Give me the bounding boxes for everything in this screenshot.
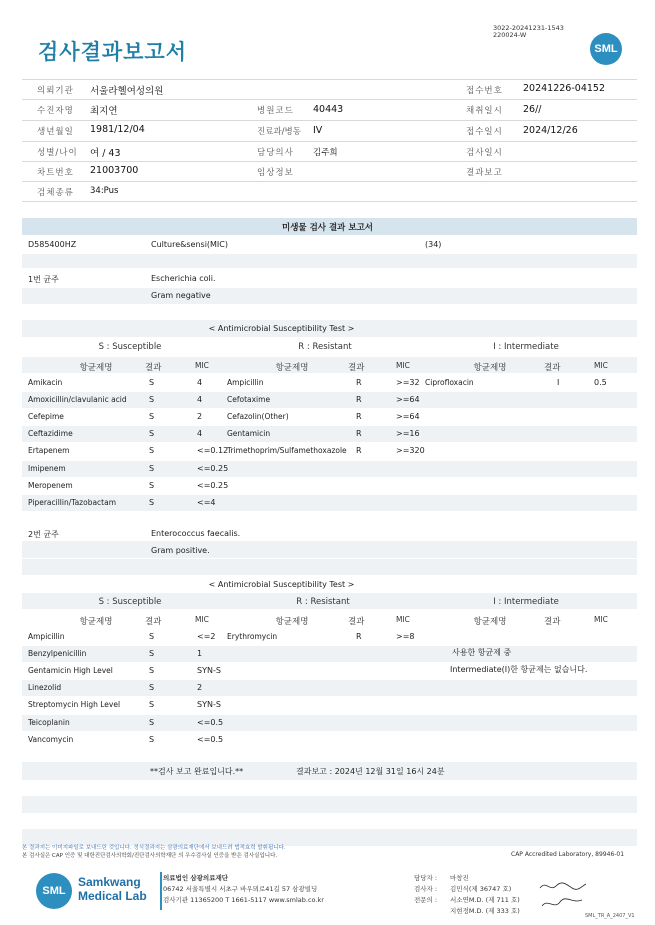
result-value: R bbox=[356, 446, 362, 456]
result-value: S bbox=[149, 734, 155, 744]
divider bbox=[22, 99, 637, 100]
drug-name: Gentamicin High Level bbox=[28, 666, 113, 676]
row-stripe bbox=[22, 680, 637, 696]
col-mic: MIC bbox=[195, 361, 209, 370]
divider bbox=[22, 161, 637, 162]
drug-name: Cefazolin(Other) bbox=[227, 412, 289, 422]
organism-2-s-title: S : Susceptible bbox=[98, 597, 162, 607]
col-mic: MIC bbox=[594, 361, 608, 370]
result-value: S bbox=[149, 497, 155, 507]
result-value: S bbox=[149, 717, 155, 727]
test-number: (34) bbox=[425, 240, 442, 249]
name-label: 수진자명 bbox=[37, 106, 74, 116]
result-value: S bbox=[149, 446, 155, 456]
mic-value: <=4 bbox=[197, 497, 216, 507]
ward-code-label: 병원코드 bbox=[257, 106, 294, 116]
mic-value: >=64 bbox=[396, 395, 420, 405]
mic-value: <=0.5 bbox=[197, 734, 224, 744]
divider bbox=[22, 141, 637, 142]
dept-value: IV bbox=[313, 125, 323, 136]
page-title: 검사결과보고서 bbox=[38, 40, 188, 64]
mic-value: 2 bbox=[197, 683, 203, 693]
dob-value: 1981/12/04 bbox=[90, 124, 145, 135]
col-result: 결과 bbox=[348, 363, 365, 373]
spacer-bar bbox=[22, 796, 637, 813]
org-address: 06742 서울특별시 서초구 바우뫼로41길 57 삼광빌딩 bbox=[163, 885, 318, 893]
collect-date-label: 채취일시 bbox=[466, 106, 503, 116]
drug-name: Streptomycin High Level bbox=[28, 700, 121, 710]
divider bbox=[22, 120, 637, 121]
organism-1-i-title: I : Intermediate bbox=[493, 342, 559, 352]
row-stripe bbox=[22, 646, 637, 662]
report-time: 결과보고 : 2024년 12월 31일 16시 24분 bbox=[296, 767, 445, 776]
drug-name: Teicoplanin bbox=[28, 717, 70, 727]
organism-1-name: Escherichia coli. bbox=[151, 274, 216, 283]
gram-bar bbox=[22, 541, 637, 558]
mic-value: SYN-S bbox=[197, 700, 221, 710]
footer-note-2: 본 검사실은 CAP 인증 및 대한진단검사의학회/진단검사의학재단 의 우수검사실 인증을 받은 검사실입니다. bbox=[22, 853, 278, 859]
row-stripe bbox=[22, 715, 637, 731]
result-value: R bbox=[356, 378, 362, 387]
drug-name: Ampicillin bbox=[227, 378, 264, 387]
result-value: S bbox=[149, 683, 155, 693]
result-value: S bbox=[149, 480, 155, 490]
col-mic: MIC bbox=[195, 615, 209, 624]
drug-name: Cefotaxime bbox=[227, 395, 271, 405]
divider bbox=[22, 181, 637, 182]
organism-1-gram: Gram negative bbox=[151, 291, 211, 300]
mic-value: 1 bbox=[197, 649, 203, 659]
drug-name: Trimethoprim/Sulfamethoxazole bbox=[227, 446, 347, 456]
organism-1-r-title: R : Resistant bbox=[298, 342, 352, 352]
intermediate-note-2: Intermediate(I)한 항균제는 없습니다. bbox=[450, 665, 588, 674]
result-value: I bbox=[557, 378, 560, 387]
col-drug: 항균제명 bbox=[473, 363, 507, 373]
staff3-label: 전문의 : bbox=[414, 896, 438, 904]
mic-value: SYN-S bbox=[197, 666, 221, 676]
brand-name bbox=[78, 875, 147, 903]
intermediate-note-1: 사용한 항균제 중 bbox=[452, 648, 512, 657]
gram-bar bbox=[22, 288, 637, 304]
col-result: 결과 bbox=[145, 363, 162, 373]
organism-2-name: Enterococcus faecalis. bbox=[151, 529, 241, 538]
mic-value: >=64 bbox=[396, 412, 420, 422]
drug-name: Gentamicin bbox=[227, 429, 271, 439]
sex-age-value: 여 / 43 bbox=[90, 148, 121, 159]
result-value: R bbox=[356, 395, 362, 405]
result-value: S bbox=[149, 412, 155, 422]
drug-name: Linezolid bbox=[28, 683, 62, 693]
result-value: R bbox=[356, 429, 362, 439]
result-value: S bbox=[149, 632, 155, 641]
spacer-bar bbox=[22, 254, 637, 268]
organism-1-label: 1번 균주 bbox=[28, 275, 59, 284]
receipt-no-label: 접수번호 bbox=[466, 86, 503, 96]
staff1-label: 담당자 : bbox=[414, 874, 438, 882]
form-code: SML_TR_A_2407_V1 bbox=[585, 913, 635, 919]
clinical-label: 임상정보 bbox=[257, 168, 294, 178]
mic-value: <=0.12 bbox=[197, 446, 229, 456]
report-code bbox=[493, 24, 564, 39]
mic-value: 4 bbox=[197, 378, 203, 387]
col-result: 결과 bbox=[145, 617, 162, 627]
mic-value: <=2 bbox=[197, 632, 216, 641]
staff2: 김민식(제 36747 호) bbox=[450, 885, 512, 893]
footer-divider bbox=[160, 872, 162, 910]
test-code: D585400HZ bbox=[28, 240, 77, 249]
name-value: 최지연 bbox=[90, 106, 118, 117]
divider bbox=[22, 201, 637, 202]
doctor-label: 담당의사 bbox=[257, 148, 294, 158]
mic-value: <=0.25 bbox=[197, 480, 229, 490]
col-mic: MIC bbox=[594, 615, 608, 624]
staff3: 서소연M.D. (제 711 호) bbox=[450, 896, 520, 904]
mic-value: >=32 bbox=[396, 378, 420, 387]
spacer-bar bbox=[22, 559, 637, 575]
staff2-label: 검사자 : bbox=[414, 885, 438, 893]
staff1: 마창진 bbox=[450, 874, 469, 882]
mic-value: <=0.25 bbox=[197, 463, 229, 473]
mic-value: >=320 bbox=[396, 446, 425, 456]
result-report-label: 결과보고 bbox=[466, 168, 503, 178]
receipt-no-value: 20241226-04152 bbox=[523, 83, 606, 94]
organism-1-ast-title: < Antimicrobial Susceptibility Test > bbox=[208, 324, 355, 333]
col-result: 결과 bbox=[348, 617, 365, 627]
col-mic: MIC bbox=[396, 361, 410, 370]
drug-name: Cefepime bbox=[28, 412, 64, 422]
staff4: 지현정M.D. (제 333 호) bbox=[450, 907, 520, 915]
drug-name: Ampicillin bbox=[28, 632, 65, 641]
specimen-label: 검체종류 bbox=[37, 188, 74, 198]
result-value: S bbox=[149, 395, 155, 405]
drug-name: Ceftazidime bbox=[28, 429, 73, 439]
organism-2-r-title: R : Resistant bbox=[296, 597, 350, 607]
receive-date-value: 2024/12/26 bbox=[523, 125, 578, 136]
drug-name: Meropenem bbox=[28, 480, 73, 490]
sex-age-label: 성별/나이 bbox=[37, 148, 78, 158]
result-value: R bbox=[356, 632, 362, 641]
organism-2-ast-title: < Antimicrobial Susceptibility Test > bbox=[208, 580, 355, 589]
receive-date-label: 접수일시 bbox=[466, 127, 503, 137]
dob-label: 생년월일 bbox=[37, 127, 74, 137]
result-value: S bbox=[149, 649, 155, 659]
org-phone: 검사기관 11365200 T 1661-5117 www.smlab.co.kr bbox=[163, 896, 324, 904]
result-value: S bbox=[149, 429, 155, 439]
drug-name: Ertapenem bbox=[28, 446, 70, 456]
chart-value: 21003700 bbox=[90, 165, 139, 176]
signature-stroke-1 bbox=[540, 883, 586, 889]
col-result: 결과 bbox=[544, 617, 561, 627]
dept-label: 진료과/병동 bbox=[257, 127, 301, 137]
col-mic: MIC bbox=[396, 615, 410, 624]
mic-value: 4 bbox=[197, 395, 203, 405]
brand-line2: Medical Lab bbox=[78, 889, 147, 903]
drug-name: Imipenem bbox=[28, 463, 66, 473]
sml-logo: SML bbox=[590, 33, 622, 65]
col-drug: 항균제명 bbox=[79, 363, 113, 373]
ward-code-value: 40443 bbox=[313, 104, 344, 115]
mic-value: 0.5 bbox=[594, 378, 607, 387]
organism-2-label: 2번 균주 bbox=[28, 530, 59, 539]
col-result: 결과 bbox=[544, 363, 561, 373]
result-value: S bbox=[149, 463, 155, 473]
clinic-value: 서울라헬여성의원 bbox=[90, 86, 164, 97]
col-drug: 항균제명 bbox=[275, 617, 309, 627]
cap-accreditation: CAP Accredited Laboratory, 89946-01 bbox=[511, 851, 625, 858]
clinic-label: 의뢰기관 bbox=[37, 86, 74, 96]
mic-value: >=16 bbox=[396, 429, 420, 439]
chart-label: 차트번호 bbox=[37, 168, 74, 178]
doctor-value: 김주희 bbox=[313, 148, 338, 158]
test-name: Culture&sensi(MIC) bbox=[151, 240, 228, 249]
signature-image bbox=[538, 878, 588, 912]
drug-name: Ciprofloxacin bbox=[425, 378, 474, 387]
drug-name: Amoxicillin/clavulanic acid bbox=[28, 395, 127, 405]
report-code-line1: 3022-20241231-1543 bbox=[493, 24, 564, 32]
collect-date-value: 26// bbox=[523, 104, 542, 115]
test-date-label: 검사일시 bbox=[466, 148, 503, 158]
sml-footer-logo: SML bbox=[36, 873, 72, 909]
mic-value: >=8 bbox=[396, 632, 415, 641]
completion-text: **검사 보고 완료입니다.** bbox=[150, 767, 244, 776]
col-drug: 항균제명 bbox=[275, 363, 309, 373]
report-code-line2: 220024-W bbox=[493, 31, 527, 39]
row-stripe bbox=[22, 461, 637, 477]
mic-value: 2 bbox=[197, 412, 203, 422]
drug-name: Benzylpenicillin bbox=[28, 649, 87, 659]
organism-2-i-title: I : Intermediate bbox=[493, 597, 559, 607]
mic-value: 4 bbox=[197, 429, 203, 439]
result-value: R bbox=[356, 412, 362, 422]
drug-name: Amikacin bbox=[28, 378, 63, 387]
col-drug: 항균제명 bbox=[473, 617, 507, 627]
divider bbox=[22, 79, 637, 80]
col-drug: 항균제명 bbox=[79, 617, 113, 627]
report-section-title: 미생물 검사 결과 보고서 bbox=[282, 223, 373, 233]
drug-name: Piperacillin/Tazobactam bbox=[28, 497, 117, 507]
drug-name: Erythromycin bbox=[227, 632, 278, 641]
row-stripe bbox=[22, 426, 637, 442]
organism-1-s-title: S : Susceptible bbox=[98, 342, 162, 352]
org-name: 의료법인 삼광의료재단 bbox=[163, 874, 229, 882]
mic-value: <=0.5 bbox=[197, 717, 224, 727]
organism-2-gram: Gram positive. bbox=[151, 546, 210, 555]
specimen-value: 34:Pus bbox=[90, 186, 119, 196]
result-value: S bbox=[149, 700, 155, 710]
result-value: S bbox=[149, 378, 155, 387]
signature-stroke-2 bbox=[542, 899, 582, 906]
footer-note-1: 본 결과지는 이미지파일로 보내드린 것입니다. 정식결과지는 삼광의료재단에서 보내드려 법적효력 발휘됩니다. bbox=[22, 845, 286, 851]
result-value: S bbox=[149, 666, 155, 676]
brand-line1: Samkwang bbox=[78, 875, 141, 889]
drug-name: Vancomycin bbox=[28, 734, 74, 744]
